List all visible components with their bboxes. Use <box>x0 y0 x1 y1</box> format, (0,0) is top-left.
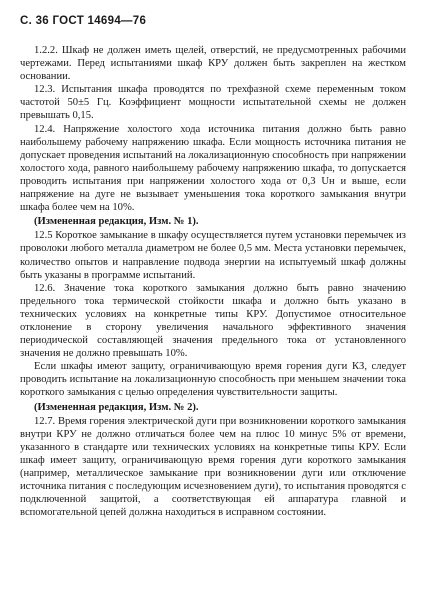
paragraph-12-7: 12.7. Время горения электрической дуги при возникновении короткого замыкания внутри КРУ не должно отличаться более чем на плюс 10 минус 5% от времени, указанного в стандарте или технических условиях на конкретные типы КРУ. Если шкаф имеет защиту, ограничивающую время горения дуги короткого замыкания (например, металлическое замыкание при возникновении дуги или отключение источника питания с последующим исчезновением дуги), то испытания проводятся с подключенной защитой, а соответствующая ей аппаратура главной и вспомогательной цепей должна находиться в исправном состоянии. <box>20 415 406 519</box>
paragraph-12-3: 12.3. Испытания шкафа проводятся по трехфазной схеме переменным током частотой 50±5 Гц. Коэффициент мощности испытательной схемы не должен превышать 0,15. <box>20 84 406 122</box>
revision-note-2: (Измененная редакция, Изм. № 2). <box>34 401 199 413</box>
paragraph-12-4: 12.4. Напряжение холостого хода источника питания должно быть равно наибольшему рабочему напряжению шкафа. Если мощность источника питания не допускает проведения испытаний на локализационную способность при напряжении холостого хода, равного наибольшему рабочему напряжению шкафа, то допускается проводить испытания при напряжении холостого хода от 0,3 Uн и выше, если напряжение на дуге не вызывает уменьшения тока короткого замыкания внутри шкафа более чем на 10%. <box>20 123 406 214</box>
paragraph-12-5: 12.5 Короткое замыкание в шкафу осуществляется путем установки перемычек из проволоки любого металла диаметром не более 0,5 мм. Места установки перемычек, количество опытов и направление подвода энергии на испытуемый шкаф должны быть указаны в программе испытаний. <box>20 230 406 281</box>
paragraph-1-2-2: 1.2.2. Шкаф не должен иметь щелей, отверстий, не предусмотренных рабочими чертежами. Перед испытаниями шкаф КРУ должен быть закреплен на жестком основании. <box>20 45 406 83</box>
revision-note-1: (Измененная редакция, Изм. № 1). <box>34 216 199 228</box>
paragraph-12-6: 12.6. Значение тока короткого замыкания должно быть равно значению предельного тока термической стойкости шкафа и должно быть указано в технических условиях на конкретные типы КРУ. Допустимое относительное отклонение в сторону увеличения начального эффективного значения периодической составляющей значения предельного тока от установленного значения не должно превышать 10%. <box>20 282 406 360</box>
page-header: С. 36 ГОСТ 14694—76 <box>20 15 147 27</box>
paragraph-12-6-protection: Если шкафы имеют защиту, ограничивающую время горения дуги КЗ, следует проводить испытание на локализационную способность при меньшем значении тока короткого замыкания с целью определения чувствительности защиты. <box>20 361 406 399</box>
document-body <box>20 44 406 519</box>
